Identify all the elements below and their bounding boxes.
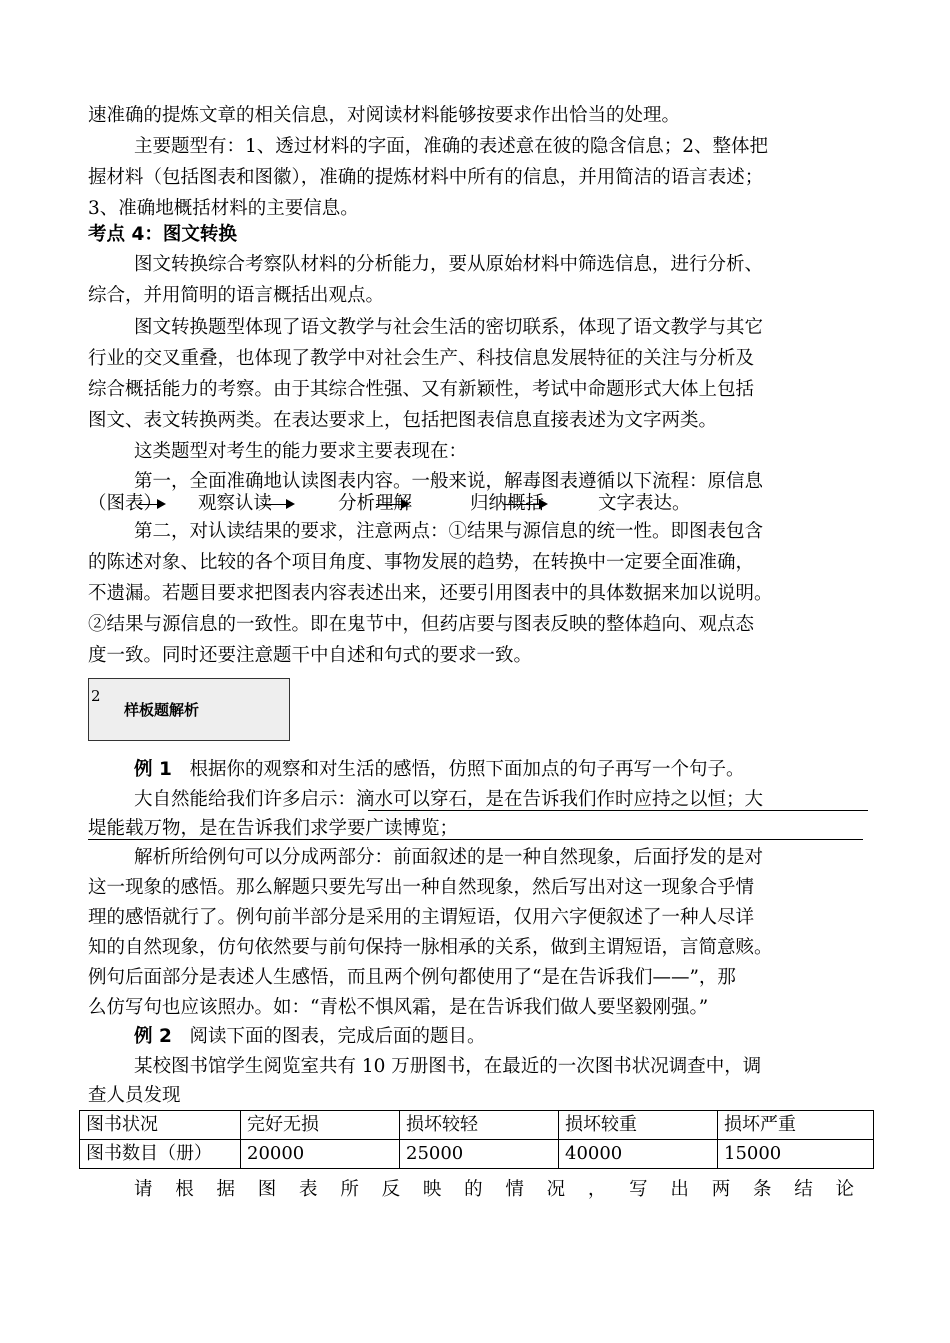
body-text-line: 不遗漏。若题目要求把图表内容表述出来，还要引用图表中的具体数据来加以说明。 <box>88 583 773 604</box>
table-header-cell: 完好无损 <box>241 1111 400 1140</box>
flow-step: （图表） <box>88 493 163 514</box>
table-header-cell: 损坏较重 <box>559 1111 718 1140</box>
table-header-cell: 损坏较轻 <box>400 1111 559 1140</box>
question-line: 请根据图表所反映的情况，写出两条结论 <box>134 1179 854 1200</box>
table-cell: 15000 <box>718 1140 874 1169</box>
flow-step: 归纳概括 <box>470 493 545 514</box>
table-header-cell: 图书状况 <box>80 1111 241 1140</box>
body-text-line: 综合概括能力的考察。由于其综合性强、又有新颖性，考试中命题形式大体上包括 <box>88 379 755 400</box>
arrow-right-icon <box>376 504 408 505</box>
arrow-right-icon <box>138 504 164 505</box>
body-text-line: 的陈述对象、比较的各个项目角度、事物发展的趋势，在转换中一定要全面准确， <box>88 552 755 573</box>
body-text-line: 度一致。同时还要注意题干中自述和句式的要求一致。 <box>88 645 533 666</box>
body-text-line: 握材料（包括图表和图徽），准确的提炼材料中所有的信息，并用简洁的语言表述； <box>88 167 764 188</box>
body-text-line: 这类题型对考生的能力要求主要表现在： <box>134 441 468 462</box>
example-label: 例 2 <box>134 1026 172 1047</box>
context-line: 某校图书馆学生阅览室共有 10 万册图书，在最近的一次图书状况调查中，调 <box>134 1056 762 1077</box>
example-1-prompt <box>134 755 868 785</box>
body-text-line: ②结果与源信息的一致性。即在鬼节中，但药店要与图表反映的整体趋向、观点态 <box>88 614 755 635</box>
analysis-line: 么仿写句也应该照办。如：“青松不惧风霜，是在告诉我们做人要坚毅刚强。” <box>88 997 709 1018</box>
body-text-line: 行业的交叉重叠，也体现了教学中对社会生产、科技信息发展特征的关注与分析及 <box>88 348 755 369</box>
table-row <box>80 1111 874 1140</box>
table-cell: 20000 <box>241 1140 400 1169</box>
body-text-line: 速准确的提炼文章的相关信息，对阅读材料能够按要求作出恰当的处理。 <box>88 105 681 126</box>
arrow-right-icon <box>263 504 293 505</box>
flow-chain <box>88 489 868 519</box>
body-text-line: 综合，并用简明的语言概括出观点。 <box>88 285 385 306</box>
section-number: 2 <box>91 687 101 705</box>
section-heading: 考点 4：图文转换 <box>88 224 237 245</box>
table-row <box>80 1140 874 1169</box>
body-text-line: 第二，对认读结果的要求，注意两点：①结果与源信息的统一性。即图表包含 <box>134 521 764 542</box>
example-sentence-line: 大自然能给我们许多启示：滴水可以穿石，是在告诉我们作时应持之以恒；大 <box>134 789 764 810</box>
flow-step: 观察认读 <box>198 493 273 514</box>
underline <box>368 810 868 811</box>
example-sentence-line: 堤能载万物，是在告诉我们求学要广读博览； <box>88 818 459 839</box>
analysis-line: 这一现象的感悟。那么解题只要先写出一种自然现象，然后写出对这一现象合乎情 <box>88 877 755 898</box>
example-prompt: 根据你的观察和对生活的感悟，仿照下面加点的句子再写一个句子。 <box>189 759 745 780</box>
underline <box>88 839 863 840</box>
body-text-line: 第一，全面准确地认读图表内容。一般来说，解毒图表遵循以下流程：原信息 <box>134 471 764 492</box>
body-text-line: 图文转换题型体现了语文教学与社会生活的密切联系，体现了语文教学与其它 <box>134 317 764 338</box>
flow-step: 文字表达。 <box>598 493 691 514</box>
analysis-line: 例句后面部分是表述人生感悟，而且两个例句都使用了“是在告诉我们——”，那 <box>88 967 736 988</box>
example-label: 例 1 <box>134 759 172 780</box>
analysis-line: 解析所给例句可以分成两部分：前面叙述的是一种自然现象，后面抒发的是对 <box>134 847 764 868</box>
body-text-line: 图文转换综合考察队材料的分析能力，要从原始材料中筛选信息，进行分析、 <box>134 254 764 275</box>
analysis-line: 理的感悟就行了。例句前半部分是采用的主谓短语，仅用六字便叙述了一种人尽详 <box>88 907 755 928</box>
section-title: 样板题解析 <box>124 701 200 719</box>
book-status-table <box>79 1110 874 1169</box>
body-text-line: 主要题型有：1、透过材料的字面，准确的表述意在彼的隐含信息；2、整体把 <box>134 136 769 157</box>
body-text-line: 图文、表文转换两类。在表达要求上，包括把图表信息直接表述为文字两类。 <box>88 410 718 431</box>
example-2-prompt <box>134 1022 868 1052</box>
body-text-line: 3、准确地概括材料的主要信息。 <box>88 198 359 219</box>
table-header-cell: 损坏严重 <box>718 1111 874 1140</box>
analysis-line: 知的自然现象，仿句依然要与前句保持一脉相承的关系，做到主谓短语，言简意赅。 <box>88 937 773 958</box>
arrow-right-icon <box>504 504 546 505</box>
table-cell: 25000 <box>400 1140 559 1169</box>
context-line: 查人员发现 <box>88 1085 181 1106</box>
section-box <box>88 678 290 741</box>
flow-step: 分析理解 <box>338 493 413 514</box>
table-cell: 40000 <box>559 1140 718 1169</box>
table-cell: 图书数目（册） <box>80 1140 241 1169</box>
example-prompt: 阅读下面的图表，完成后面的题目。 <box>189 1026 486 1047</box>
